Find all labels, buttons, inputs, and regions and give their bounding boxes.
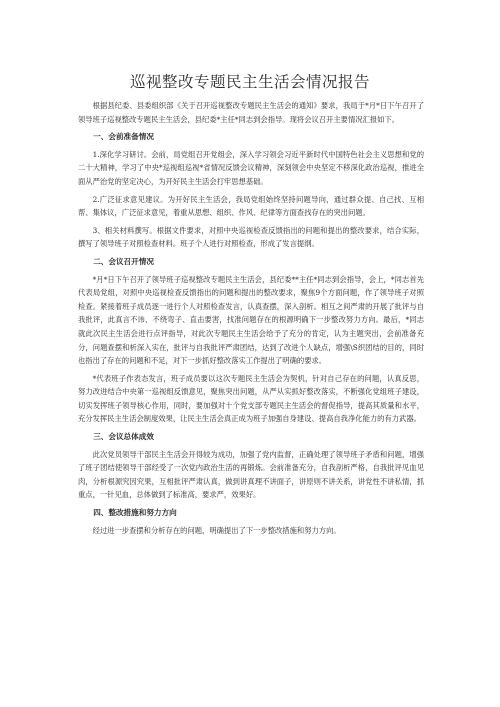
section-paragraph: 2.广泛征求意见建议。为开好民主生活会，我局党组始终坚持问题导向，通过群众提、自己找、互相帮、集体议，广泛征求意见，着重从思想、组织、作风、纪律等方面查找存在的突出问题。 [78, 194, 424, 218]
section-paragraph: 1.深化学习研讨。会前，局党组召开党组会，深入学习领会习近平新时代中国特色社会主义思想和党的二十大精神，学习了中央*巡视组巡视*省情况反馈会议精神，深刻领会中央坚定不移深化政治巡视，推进全面从严治党的坚定决心，为开好民主生活会打牢思想基础。 [78, 149, 424, 186]
section-heading-meeting: 二、会议召开情况 [93, 256, 154, 266]
section-paragraph: 此次党员领导干部民主生活会开得较为成功，加强了党内监督，正确处理了领导班子矛盾和问题，增强了班子团结使领导干部经受了一次党内政治生活的再锻炼。会前准备充分，自我剖析严格，自我批评见血见肉，分析根源究因究果，互相批评严肃认真，做到讲真理不讲面子，讲原则不讲关系，讲党性不讲私情，抓重点，一针见血，总体做到了标准高，要求严，效果好。 [78, 449, 424, 500]
intro-paragraph: 根据县纪委、县委组织部《关于召开巡视整改专题民主生活会的通知》要求，我局于*月*日下午召开了领导班子巡视整改专题民主生活会，县纪委*主任*同志到会指导。现将会议召开主要情况汇报如下。 [78, 101, 424, 124]
section-paragraph: 经过进一步查摆和分析存在的问题，明确提出了下一步整改措施和努力方向。 [92, 525, 341, 535]
section-heading-rectification: 四、整改措施和努力方向 [93, 508, 177, 518]
section-paragraph: *月*日下午召开了领导班子巡视整改专题民主生活会，县纪委**主任*同志到会指导，会上，*同志首先代表局党组，对照中央巡视检查反馈指出的问题和提出的整改要求，聚焦9个方面问题，作了领导班子对照检查。紧接着班子成员逐一进行个人对照检查发言，认真查摆，深入剖析。相互之间严肃的开展了批评与自我批评，此真言不讳、不绕弯子、直击要害，找准问题存在的根源明确下一步整改努力方向。最后，*同志就此次民主生活会进行点评指导，对此次专题民主生活会给予了充分的肯定，认为主题突出，会前准备充分，问题查摆和析深入实在，批评与自我批评严肃团结，达到了改进个人缺点，增强\S织团结的目的，同时也指出了存在的问题和不足，对下一步抓好整改落实工作提出了明确的要求。 [78, 274, 424, 366]
section-paragraph: 3、相关材料撰写。根据文件要求，对照中央巡视检查反馈指出的问题和提出的整改要求，结合实际，撰写了领导班子对照检查材料。班子个人进行对照检查，形成了发言提纲。 [78, 225, 424, 249]
document-title: 巡视整改专题民主生活会情况报告 [129, 73, 370, 91]
document-body [78, 99, 424, 541]
section-paragraph: *代表班子作表态发言，班子成员要以这次专题民主生活会为契机，针对自己存在的问题，认真反思，努力改进结合中央第一巡视组反馈意见，聚焦突出问题，从严从实抓好整改落实，不断强化党组班子建设，切实发挥班子领导核心作用，同时，要加强对十个党支部专题民主生活会的督促指导，提高其质量和水平，充分发挥民主生活会制度效果，让民主生活会真正成为班子加强自身建设、提高自我净化能力的有力武器。 [78, 373, 424, 424]
section-heading-preparation: 一、会前准备情况 [93, 132, 154, 142]
section-heading-outcome: 三、会议总体成效 [93, 432, 154, 442]
